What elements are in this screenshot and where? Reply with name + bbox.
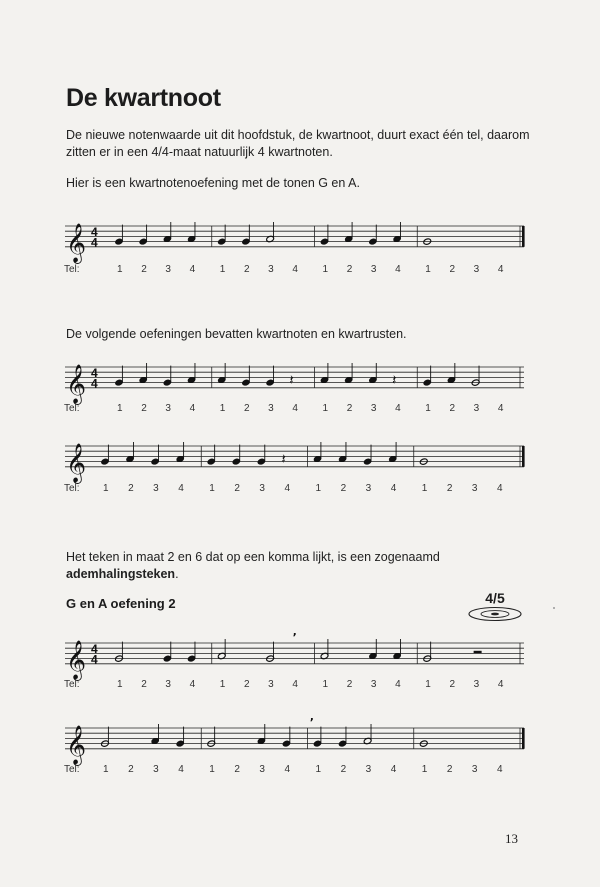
- count-number: 1: [425, 264, 431, 275]
- intro-paragraph: De nieuwe notenwaarde uit dit hoofdstuk, de kwartnoot, duurt exact één tel, daarom zitten er in een 4/4-maat natuurlijk 4 kwartnoten.: [66, 128, 530, 159]
- time-signature-denominator: 4: [91, 235, 98, 250]
- breath-text-end: .: [175, 567, 179, 581]
- count-number: 1: [103, 483, 109, 494]
- count-number: 4: [497, 679, 504, 690]
- count-number: 3: [165, 403, 171, 414]
- count-number: 4: [189, 264, 196, 275]
- count-number: 3: [365, 764, 372, 775]
- count-number: 1: [209, 764, 215, 775]
- time-signature-numerator: 4: [91, 641, 98, 656]
- breath-mark-icon: ’: [292, 631, 297, 644]
- count-number: 2: [128, 483, 134, 494]
- count-number: 2: [449, 264, 455, 275]
- count-number: 3: [370, 264, 377, 275]
- treble-clef-icon: 𝄞: [66, 222, 87, 263]
- count-number: 3: [471, 483, 478, 494]
- count-number: 4: [497, 264, 504, 275]
- count-number: 2: [446, 483, 453, 494]
- staff-system-2: [0, 355, 600, 405]
- count-number: 3: [259, 764, 265, 775]
- count-number: 2: [346, 264, 353, 275]
- staff-system-3: [0, 434, 600, 484]
- cd-icon: [466, 604, 524, 624]
- page-title: De kwartnoot: [66, 84, 221, 112]
- count-number: 3: [153, 483, 159, 494]
- count-label: Tel:: [64, 483, 80, 494]
- count-number: 3: [365, 483, 372, 494]
- count-number: 1: [315, 764, 322, 775]
- count-number: 4: [390, 483, 397, 494]
- page-number: 13: [505, 831, 518, 846]
- count-number: 1: [421, 764, 428, 775]
- count-number: 1: [219, 679, 226, 690]
- count-label: Tel:: [64, 403, 80, 414]
- count-number: 4: [292, 679, 298, 690]
- count-number: 4: [189, 403, 196, 414]
- count-number: 2: [243, 679, 250, 690]
- staff-system-4: [0, 631, 600, 681]
- count-number: 1: [425, 679, 431, 690]
- count-number: 4: [284, 764, 290, 775]
- count-number: 3: [268, 264, 274, 275]
- count-number: 2: [346, 679, 353, 690]
- print-speck: [553, 607, 555, 609]
- staff-system-5: [0, 716, 600, 766]
- count-number: 2: [340, 764, 347, 775]
- count-number: 1: [425, 403, 431, 414]
- exercise-intro: Hier is een kwartnotenoefening met de tonen G en A.: [66, 176, 360, 190]
- count-number: 2: [243, 264, 250, 275]
- count-number: 1: [219, 403, 226, 414]
- count-number: 4: [284, 483, 290, 494]
- count-label: Tel:: [64, 764, 80, 775]
- count-number: 4: [178, 483, 184, 494]
- count-number: 3: [471, 764, 478, 775]
- count-number: 3: [473, 403, 480, 414]
- count-number: 2: [234, 483, 240, 494]
- count-number: 4: [189, 679, 196, 690]
- count-number: 4: [496, 483, 503, 494]
- count-number: 2: [128, 764, 134, 775]
- breath-text-start: Het teken in maat 2 en 6 dat op een komma lijkt, is een zogenaamd: [66, 550, 440, 564]
- count-number: 4: [395, 679, 401, 690]
- treble-clef-icon: 𝄞: [66, 363, 87, 404]
- count-number: 1: [117, 403, 123, 414]
- time-signature-numerator: 4: [91, 224, 98, 239]
- treble-clef-icon: 𝄞: [66, 639, 87, 680]
- breath-paragraph: [66, 549, 536, 583]
- breath-mark-icon: ’: [309, 716, 314, 729]
- final-barline-thick: [522, 728, 525, 749]
- count-number: 4: [496, 764, 503, 775]
- count-number: 1: [209, 483, 215, 494]
- count-number: 4: [292, 264, 298, 275]
- time-signature-denominator: 4: [91, 652, 98, 667]
- count-number: 4: [390, 764, 397, 775]
- count-number: 1: [322, 403, 329, 414]
- rests-intro: De volgende oefeningen bevatten kwartnoten en kwartrusten.: [66, 327, 407, 341]
- count-row-4: [0, 679, 600, 693]
- breath-mark-term: ademhalingsteken: [66, 567, 176, 581]
- exercise2-title: G en A oefening 2: [66, 596, 176, 611]
- count-number: 3: [268, 403, 274, 414]
- track-number: 4/5: [485, 590, 505, 606]
- count-number: 4: [178, 764, 184, 775]
- count-number: 1: [117, 679, 123, 690]
- count-number: 1: [322, 264, 329, 275]
- count-row-1: [0, 264, 600, 278]
- count-number: 2: [446, 764, 453, 775]
- count-number: 3: [370, 403, 377, 414]
- quarter-rest: 𝄽: [392, 372, 397, 389]
- count-number: 2: [346, 403, 353, 414]
- count-number: 4: [497, 403, 504, 414]
- count-number: 2: [340, 483, 347, 494]
- time-signature-numerator: 4: [91, 365, 98, 380]
- half-rest: [474, 651, 482, 654]
- quarter-rest: 𝄽: [281, 451, 286, 468]
- count-number: 1: [103, 764, 109, 775]
- count-number: 2: [141, 403, 147, 414]
- treble-clef-icon: 𝄞: [66, 442, 87, 483]
- count-number: 2: [449, 403, 455, 414]
- count-number: 2: [243, 403, 250, 414]
- count-number: 1: [421, 483, 428, 494]
- count-number: 1: [322, 679, 329, 690]
- count-number: 3: [259, 483, 265, 494]
- final-barline-thick: [522, 446, 525, 467]
- count-number: 3: [473, 679, 480, 690]
- count-number: 3: [268, 679, 274, 690]
- count-number: 3: [153, 764, 159, 775]
- count-row-3: [0, 483, 600, 497]
- count-number: 2: [234, 764, 240, 775]
- count-number: 3: [370, 679, 377, 690]
- count-number: 1: [219, 264, 226, 275]
- count-number: 1: [117, 264, 123, 275]
- count-number: 4: [395, 264, 401, 275]
- time-signature-denominator: 4: [91, 376, 98, 391]
- count-number: 4: [395, 403, 401, 414]
- count-row-2: [0, 403, 600, 417]
- treble-clef-icon: 𝄞: [66, 724, 87, 765]
- count-row-5: [0, 764, 600, 778]
- quarter-rest: 𝄽: [289, 372, 294, 389]
- count-number: 3: [473, 264, 480, 275]
- count-number: 3: [165, 264, 171, 275]
- count-number: 3: [165, 679, 171, 690]
- count-number: 1: [315, 483, 322, 494]
- audio-track-badge: [466, 590, 524, 624]
- staff-system-1: [0, 214, 600, 264]
- count-number: 2: [141, 264, 147, 275]
- count-label: Tel:: [64, 679, 80, 690]
- final-barline-thick: [522, 226, 525, 247]
- count-number: 2: [449, 679, 455, 690]
- count-number: 2: [141, 679, 147, 690]
- count-label: Tel:: [64, 264, 80, 275]
- count-number: 4: [292, 403, 298, 414]
